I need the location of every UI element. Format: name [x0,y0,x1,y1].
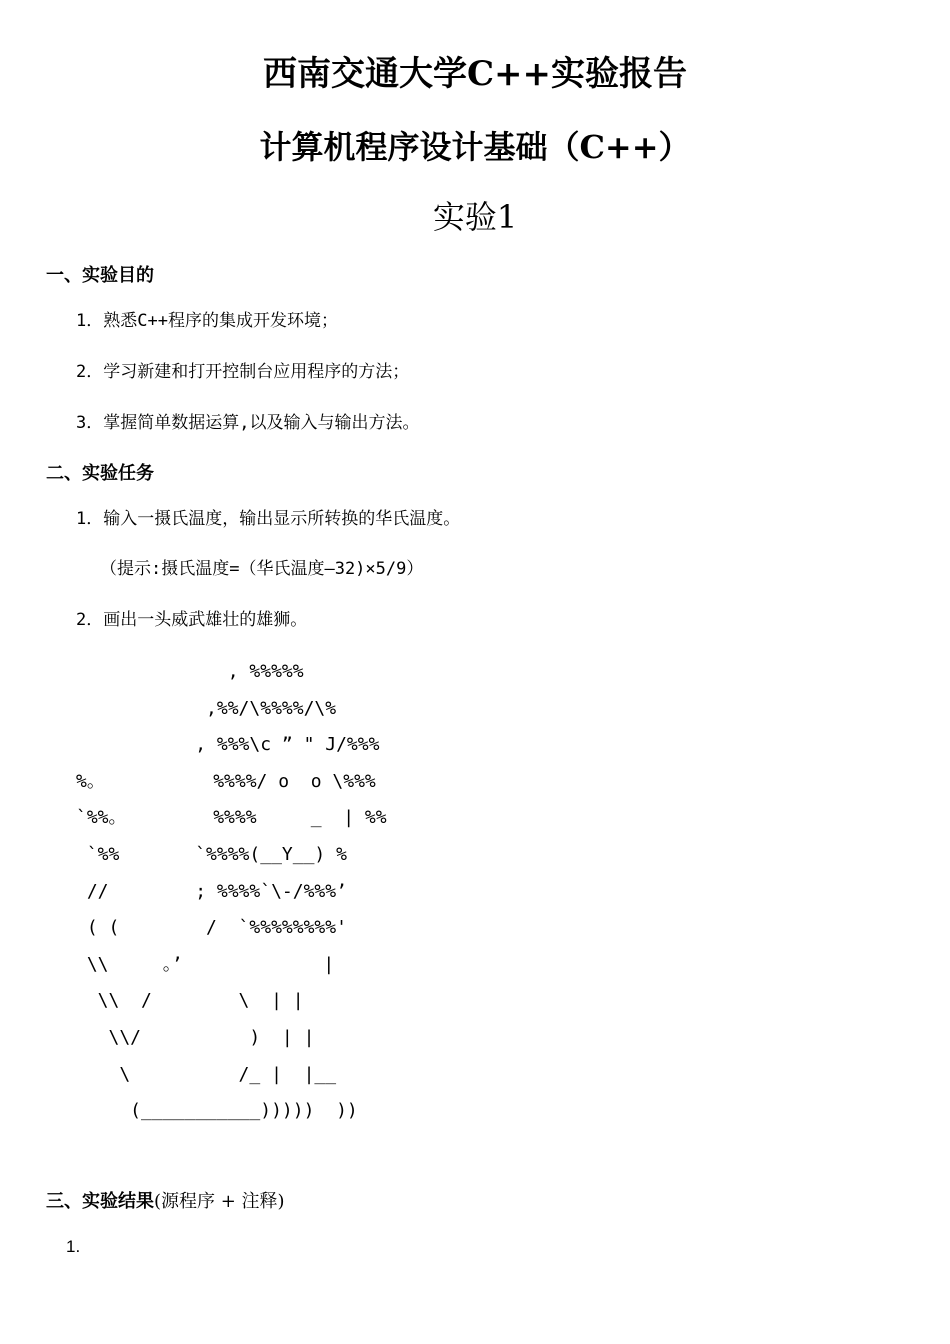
experiment-title: 实验1 [432,198,518,236]
objective-item: 2．学习新建和打开控制台应用程序的方法； [76,362,410,382]
course-title: 计算机程序设计基础（C++） [259,128,691,166]
results-heading-text: 三、实验结果 [46,1191,154,1212]
result-item: 1. [66,1237,81,1256]
objective-item: 1．熟悉C++程序的集成开发环境； [76,311,338,331]
lion-ascii-art: , %%%%% ,%%/\%%%%/\% , %%%\c ” " J/%%% %。 %%%%/ o o \%%% `%%。 %%%% _ | %% `%% `%%%%(__Y__) % // ; %%%%`\-/%%%’ ( ( / `%%%%%%%%' \\ 。’ | \\ / \ | | \\/ ) | | \ /_ | |__ (___________))))) )) [76,661,387,1122]
objective-item: 3．掌握简单数据运算,以及输入与输出方法。 [76,413,420,433]
task-hint: （提示:摄氏温度=（华氏温度—32)×5/9） [100,559,424,579]
results-heading-note: (源程序 + 注释) [154,1191,285,1212]
task-item: 2．画出一头威武雄壮的雄狮。 [76,610,308,630]
task-item: 1．输入一摄氏温度，输出显示所转换的华氏温度。 [76,509,461,529]
report-title: 西南交通大学C++实验报告 [262,54,688,94]
section-heading-objectives: 一、实验目的 [46,265,154,286]
section-heading-results [46,1189,285,1215]
section-heading-tasks: 二、实验任务 [46,463,154,484]
